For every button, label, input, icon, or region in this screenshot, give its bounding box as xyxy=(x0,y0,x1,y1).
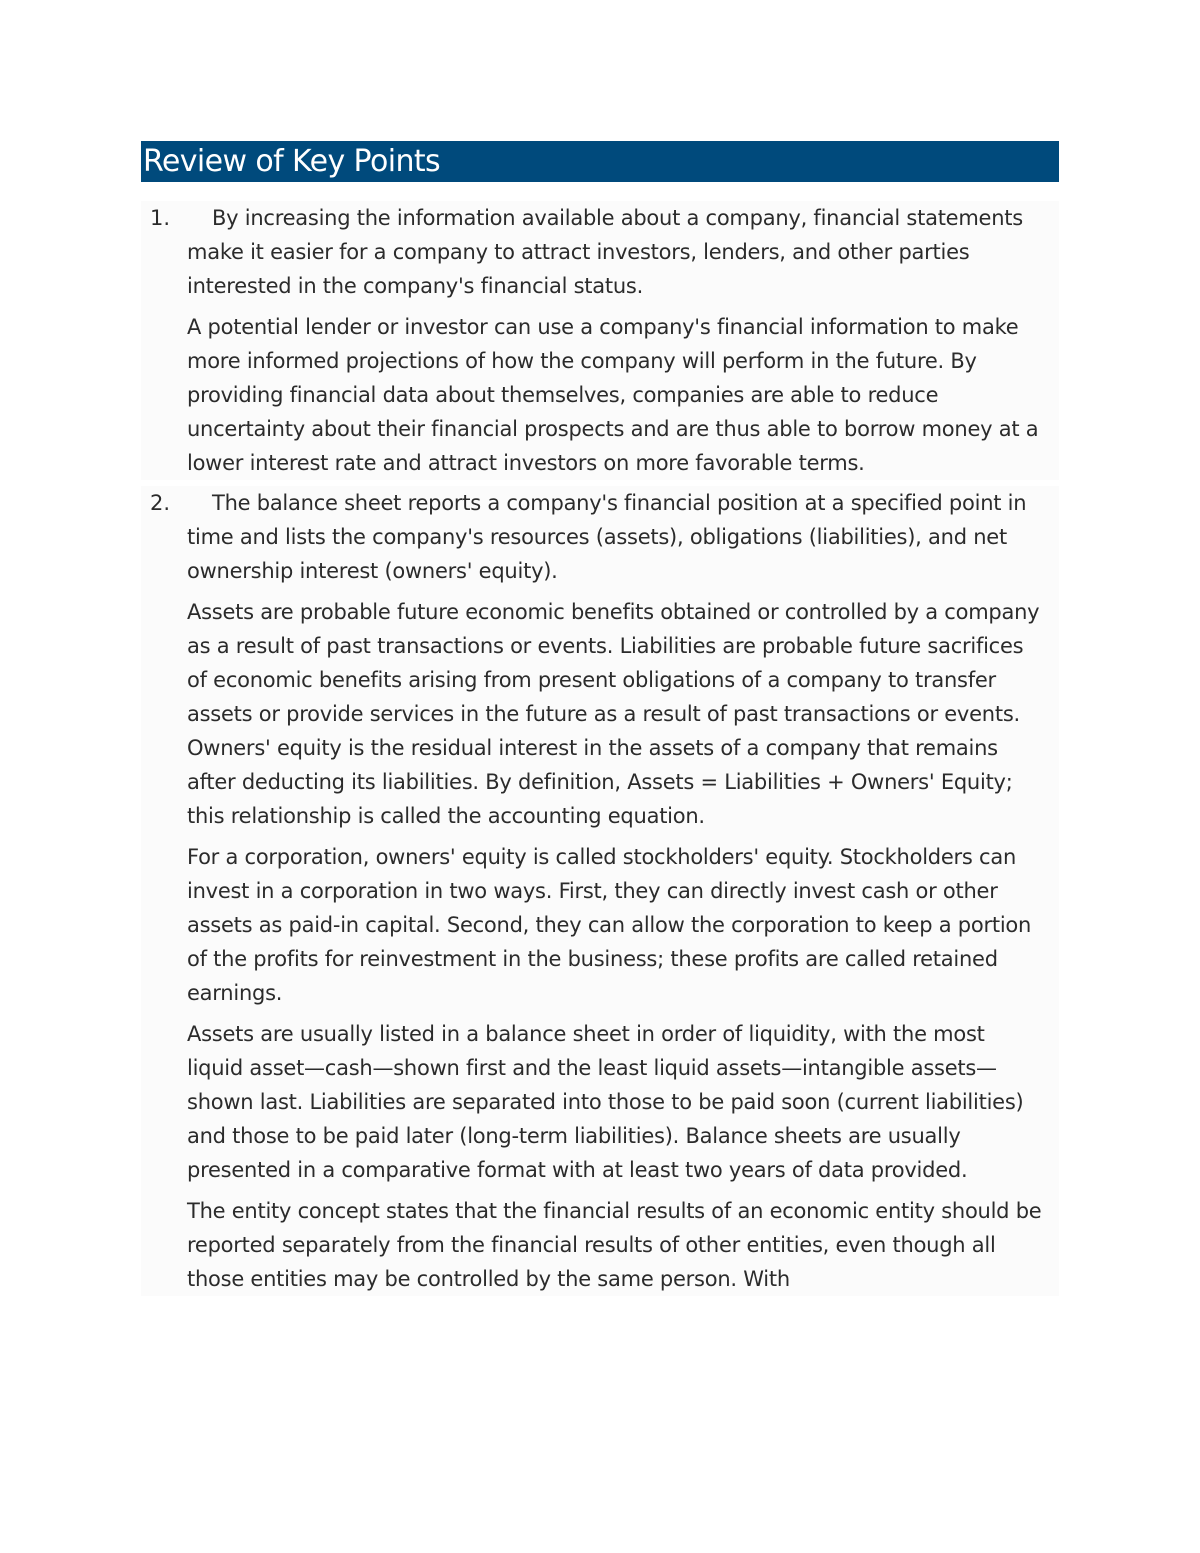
list-item-paragraph: By increasing the information available about a company, financial statements make it easier for a company to attract investors, lenders, and other parties interested in the company's financial status. xyxy=(187,206,1023,298)
list-item-number: 2. xyxy=(150,491,171,515)
list-item-number: 1. xyxy=(150,206,171,230)
list-item-paragraph: A potential lender or investor can use a company's financial information to make more informed projections of how the company will perform in the future. By providing financial data about themselves, companies are able to reduce uncertainty about their financial prospects and are thus able to borrow money at a lower interest rate and attract investors on more favorable terms. xyxy=(187,315,1039,475)
list-item xyxy=(141,486,1059,1296)
document-page xyxy=(141,141,1059,1296)
list-item-paragraph: Assets are usually listed in a balance sheet in order of liquidity, with the most liquid asset—cash—shown first and the least liquid assets—intangible assets—shown last. Liabilities are separated into those to be paid soon (current liabilities) and those to be paid later (long-term liabilities). Balance sheets are usually presented in a comparative format with at least two years of data provided. xyxy=(187,1022,1024,1182)
list-item-paragraph: The entity concept states that the financial results of an economic entity should be reported separately from the financial results of other entities, even though all those entities may be controlled by the same person. With xyxy=(187,1199,1042,1291)
section-title-bar xyxy=(141,141,1059,182)
key-points-list xyxy=(141,201,1059,1296)
list-item xyxy=(141,201,1059,480)
list-item-paragraph: For a corporation, owners' equity is called stockholders' equity. Stockholders can invest in a corporation in two ways. First, they can directly invest cash or other assets as paid-in capital. Second, they can allow the corporation to keep a portion of the profits for reinvestment in the business; these profits are called retained earnings. xyxy=(187,845,1032,1005)
list-item-paragraph: The balance sheet reports a company's financial position at a specified point in time and lists the company's resources (assets), obligations (liabilities), and net ownership interest (owners' equity). xyxy=(187,491,1027,583)
list-item-paragraph: Assets are probable future economic benefits obtained or controlled by a company as a result of past transactions or events. Liabilities are probable future sacrifices of economic benefits arising from present obligations of a company to transfer assets or provide services in the future as a result of past transactions or events. Owners' equity is the residual interest in the assets of a company that remains after deducting its liabilities. By definition, Assets = Liabilities + Owners' Equity; this relationship is called the accounting equation. xyxy=(187,600,1040,828)
section-title: Review of Key Points xyxy=(143,144,441,179)
